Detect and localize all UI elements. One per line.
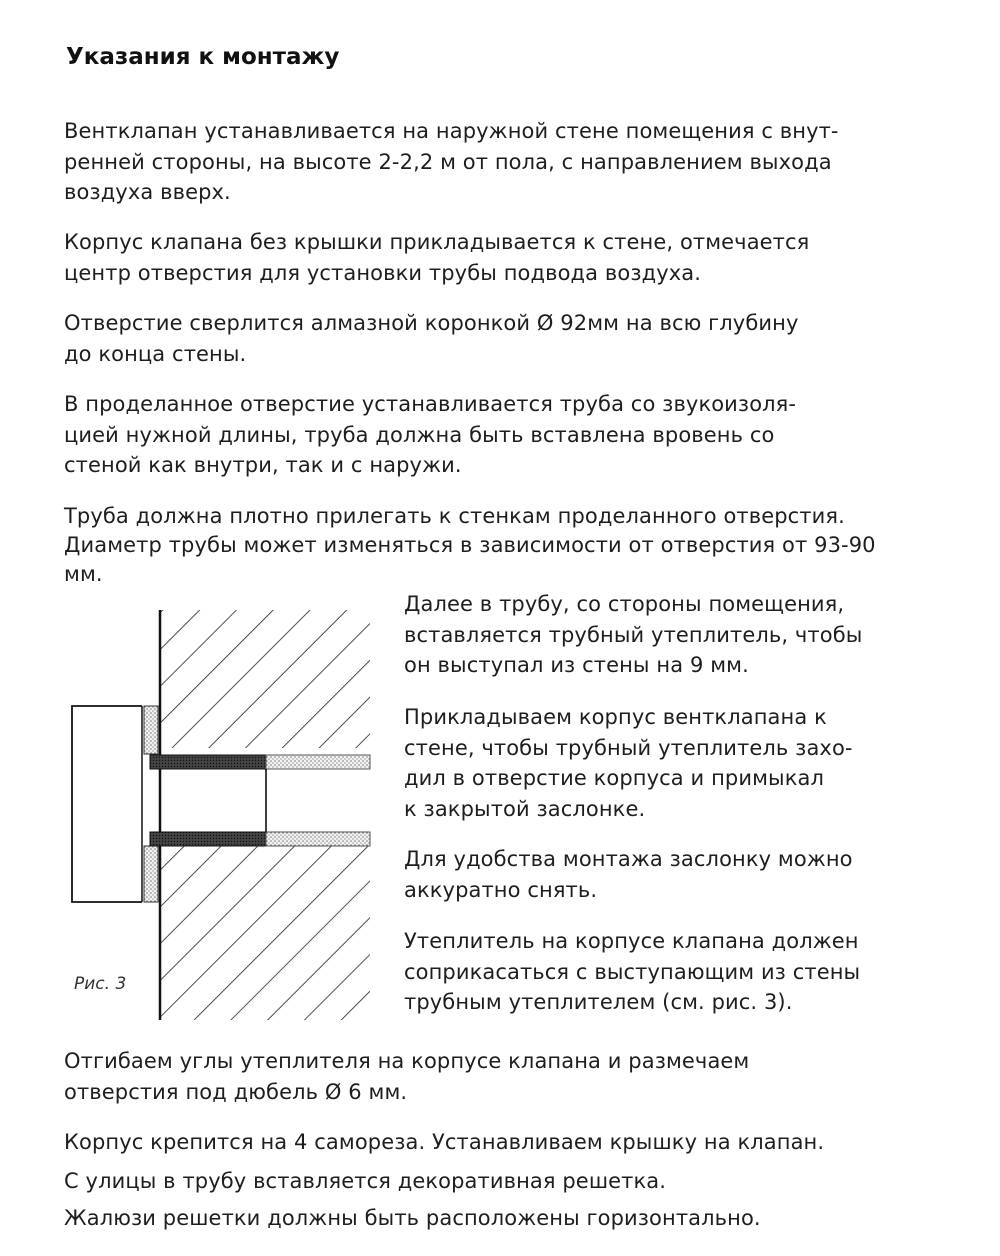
paragraph-damper: Для удобства монтажа заслонку можно аккуратно снять. xyxy=(404,847,853,902)
paragraph-grille: С улицы в трубу вставляется декоративная решетка. xyxy=(64,1169,667,1193)
paragraph-louvers: Жалюзи решетки должны быть расположены горизонтально. xyxy=(64,1206,761,1230)
paragraph-apply-body: Прикладываем корпус вентклапана к стене, чтобы трубный утеплитель захо- дил в отверстие корпуса и примыкал к закрытой заслонке. xyxy=(404,705,853,821)
paragraph-contact: Утеплитель на корпусе клапана должен соприкасаться с выступающим из стены трубным утеплителем (см. рис. 3). xyxy=(404,929,861,1014)
figure-caption: Рис. 3 xyxy=(74,974,127,994)
body-insulation-top xyxy=(144,706,158,754)
pipe-wall-top xyxy=(266,755,370,769)
pipe-wall-bottom xyxy=(266,832,370,846)
paragraph-marking: Корпус клапана без крышки прикладывается к стене, отмечается центр отверстия для установки трубы подвода воздуха. xyxy=(64,230,810,285)
installation-diagram xyxy=(62,600,382,1020)
paragraph-pipe-install: В проделанное отверстие устанавливается труба со звукоизоля- цией нужной длины, труба должна быть вставлена вровень со стеной как внутри, так и с наружи. xyxy=(64,392,797,477)
paragraph-placement: Вентклапан устанавливается на наружной стене помещения с внут- ренней стороны, на высоте 2-2,2 м от пола, с направлением выхода воздуха вверх. xyxy=(64,119,839,204)
valve-body xyxy=(72,706,142,902)
paragraph-dowels: Отгибаем углы утеплителя на корпусе клапана и размечаем отверстия под дюбель Ø 6 мм. xyxy=(64,1049,750,1104)
paragraph-screws: Корпус крепится на 4 самореза. Устанавливаем крышку на клапан. xyxy=(64,1130,825,1154)
paragraph-drilling: Отверстие сверлится алмазной коронкой Ø 92мм на всю глубину до конца стены. xyxy=(64,311,799,366)
pipe-insulator-bottom xyxy=(150,832,266,846)
paragraph-pipe-fit: Труба должна плотно прилегать к стенкам проделанного отверстия. Диаметр трубы может изменяться в зависимости от отверстия от 93-90 мм. xyxy=(64,504,876,586)
paragraph-insulator: Далее в трубу, со стороны помещения, вставляется трубный утеплитель, чтобы он выступал из стены на 9 мм. xyxy=(404,592,863,677)
page-title: Указания к монтажу xyxy=(66,44,340,70)
body-insulation-bottom xyxy=(144,846,158,902)
pipe-insulator-top xyxy=(150,755,266,769)
